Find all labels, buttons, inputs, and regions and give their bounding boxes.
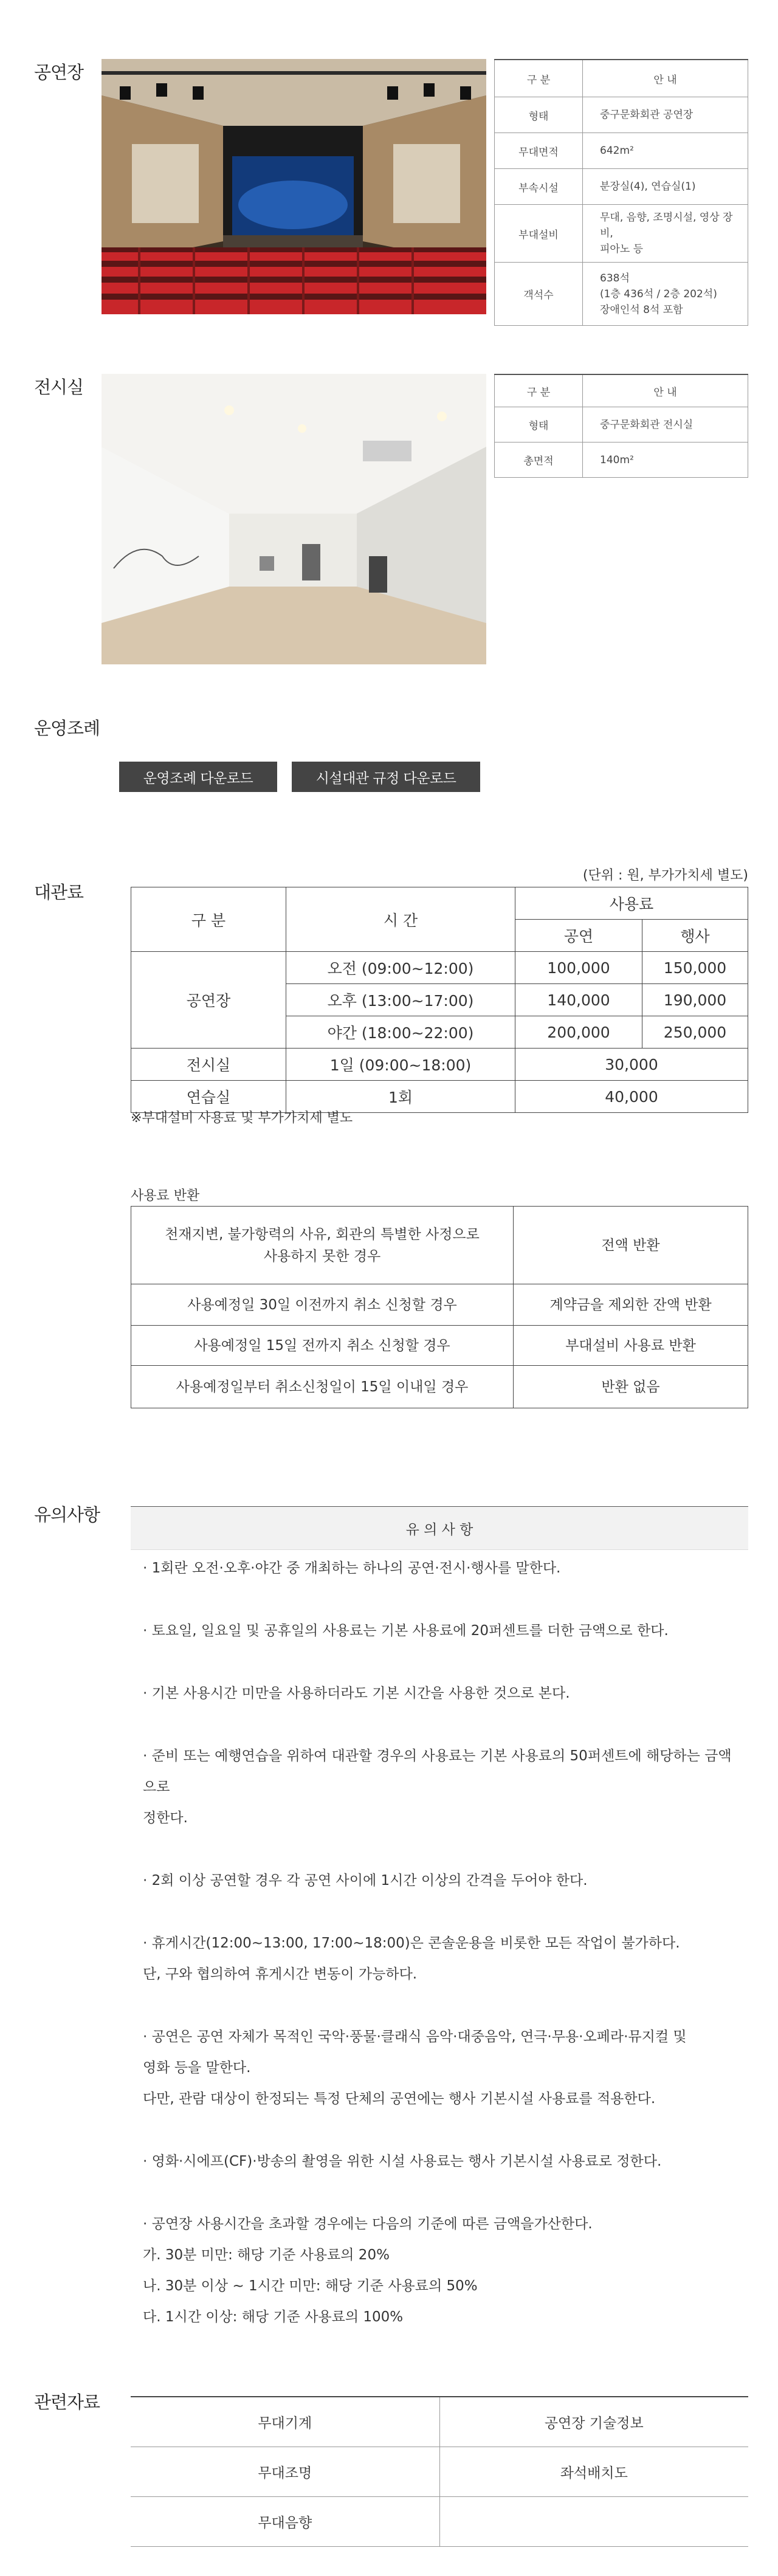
theater-info-header-key: 구 분 — [495, 60, 583, 97]
fees-table — [131, 887, 748, 1113]
notice-item: · 1회란 오전·오후·야간 중 개최하는 하나의 공연·전시·행사를 말한다. — [143, 1560, 561, 1576]
fees-gallery-fee: 30,000 — [515, 1049, 748, 1081]
fees-head-event: 행사 — [642, 920, 748, 952]
related-link-stage-machinery[interactable]: 무대기계 — [131, 2397, 439, 2447]
fees-note: ※부대설비 사용료 및 부가가치세 별도 — [131, 1111, 353, 1126]
fees-time: 오후 (13:00~17:00) — [286, 984, 515, 1016]
theater-info-key: 부대설비 — [495, 205, 583, 263]
refund-condition: 사용예정일 15일 전까지 취소 신청할 경우 — [131, 1326, 514, 1366]
fees-time: 1회 — [286, 1081, 515, 1113]
related-link-stage-lighting[interactable]: 무대조명 — [131, 2447, 439, 2497]
fees-event: 250,000 — [642, 1016, 748, 1049]
fees-unit-note: (단위 : 원, 부가가치세 별도) — [582, 868, 748, 883]
fees-head-time: 시 간 — [286, 887, 515, 952]
theater-info-key: 형태 — [495, 97, 583, 133]
fees-practice-label: 연습실 — [131, 1081, 286, 1113]
related-empty-cell — [439, 2497, 748, 2547]
theater-info-key: 객석수 — [495, 263, 583, 326]
fees-time: 야간 (18:00~22:00) — [286, 1016, 515, 1049]
rental-rules-download-button[interactable]: 시설대관 규정 다운로드 — [292, 762, 480, 792]
theater-section-title: 공연장 — [34, 62, 84, 83]
gallery-info-key: 총면적 — [495, 443, 583, 478]
notice-item: · 영화·시에프(CF)·방송의 촬영을 위한 시설 사용료는 행사 기본시설 사용료로 정한다. — [143, 2154, 662, 2169]
theater-info-key: 무대면적 — [495, 133, 583, 169]
fees-head-performance: 공연 — [515, 920, 642, 952]
related-section-title: 관련자료 — [34, 2392, 100, 2412]
notice-item: · 휴게시간(12:00~13:00, 17:00~18:00)은 콘솔운용을 비롯한 모든 작업이 불가하다. 단, 구와 협의하여 휴게시간 변동이 가능하다. — [143, 1935, 680, 1982]
ordinance-section-title: 운영조례 — [34, 718, 100, 739]
notice-header: 유 의 사 항 — [131, 1506, 748, 1550]
fees-practice-fee: 40,000 — [515, 1081, 748, 1113]
related-link-tech-info[interactable]: 공연장 기술정보 — [439, 2397, 748, 2447]
refund-caption: 사용료 반환 — [131, 1188, 200, 1204]
theater-info-header-value: 안 내 — [583, 60, 748, 97]
gallery-info-key: 형태 — [495, 407, 583, 443]
gallery-info-header-value: 안 내 — [583, 374, 748, 407]
gallery-info-value: 중구문화회관 전시실 — [583, 407, 748, 443]
related-link-seating-chart[interactable]: 좌석배치도 — [439, 2447, 748, 2497]
related-link-stage-sound[interactable]: 무대음향 — [131, 2497, 439, 2547]
gallery-section-title: 전시실 — [34, 377, 84, 398]
theater-info-value: 무대, 음향, 조명시설, 영상 장비, 피아노 등 — [583, 205, 748, 263]
theater-info-value: 중구문화회관 공연장 — [583, 97, 748, 133]
theater-info-value: 638석 (1층 436석 / 2층 202석) 장애인석 8석 포함 — [583, 263, 748, 326]
theater-info-key: 부속시설 — [495, 169, 583, 205]
fees-gallery-label: 전시실 — [131, 1049, 286, 1081]
fees-performance: 200,000 — [515, 1016, 642, 1049]
notice-item: · 기본 사용시간 미만을 사용하더라도 기본 시간을 사용한 것으로 본다. — [143, 1686, 570, 1701]
fees-time: 오전 (09:00~12:00) — [286, 952, 515, 984]
theater-info-table — [494, 59, 748, 326]
fees-time: 1일 (09:00~18:00) — [286, 1049, 515, 1081]
notice-section-title: 유의사항 — [34, 1504, 100, 1525]
refund-result: 전액 반환 — [514, 1207, 748, 1284]
refund-condition: 사용예정일 30일 이전까지 취소 신청할 경우 — [131, 1284, 514, 1326]
gallery-info-table — [494, 374, 748, 478]
fees-theater-label: 공연장 — [131, 952, 286, 1049]
fees-head-type: 구 분 — [131, 887, 286, 952]
notice-item: · 토요일, 일요일 및 공휴일의 사용료는 기본 사용료에 20퍼센트를 더한 금액으로 한다. — [143, 1623, 669, 1639]
fees-event: 150,000 — [642, 952, 748, 984]
refund-result: 계약금을 제외한 잔액 반환 — [514, 1284, 748, 1326]
theater-photo — [102, 59, 486, 314]
fees-head-fee: 사용료 — [515, 887, 748, 920]
fees-performance: 140,000 — [515, 984, 642, 1016]
gallery-photo — [102, 374, 486, 664]
ordinance-download-button[interactable]: 운영조례 다운로드 — [119, 762, 277, 792]
notice-item: · 2회 이상 공연할 경우 각 공연 사이에 1시간 이상의 간격을 두어야 한다. — [143, 1873, 588, 1889]
gallery-info-header-key: 구 분 — [495, 374, 583, 407]
notice-item: · 공연은 공연 자체가 목적인 국악·풍물·클래식 음악·대중음악, 연극·무용·오페라·뮤지컬 및 영화 등을 말한다. 다만, 관람 대상이 한정되는 특정 단체의 공연에는 행사 기본시설 사용료를 적용한다. — [143, 2029, 687, 2107]
notice-item: · 공연장 사용시간을 초과할 경우에는 다음의 기준에 따른 금액을가산한다. 가. 30분 미만: 해당 기준 사용료의 20% 나. 30분 이상 ~ 1시간 미만: 해당 기준 사용료의 50% 다. 1시간 이상: 해당 기준 사용료의 100% — [143, 2216, 593, 2325]
fees-section-title: 대관료 — [34, 882, 84, 903]
notice-body — [143, 1553, 745, 2364]
refund-condition: 천재지변, 불가항력의 사유, 회관의 특별한 사정으로 사용하지 못한 경우 — [131, 1207, 514, 1284]
refund-result: 부대설비 사용료 반환 — [514, 1326, 748, 1366]
fees-event: 190,000 — [642, 984, 748, 1016]
theater-info-value: 분장실(4), 연습실(1) — [583, 169, 748, 205]
gallery-info-value: 140m² — [583, 443, 748, 478]
theater-info-value: 642m² — [583, 133, 748, 169]
related-table — [131, 2396, 748, 2547]
refund-condition: 사용예정일부터 취소신청일이 15일 이내일 경우 — [131, 1366, 514, 1408]
fees-performance: 100,000 — [515, 952, 642, 984]
refund-result: 반환 없음 — [514, 1366, 748, 1408]
notice-item: · 준비 또는 예행연습을 위하여 대관할 경우의 사용료는 기본 사용료의 50퍼센트에 해당하는 금액으로 정한다. — [143, 1748, 732, 1826]
refund-table — [131, 1206, 748, 1408]
